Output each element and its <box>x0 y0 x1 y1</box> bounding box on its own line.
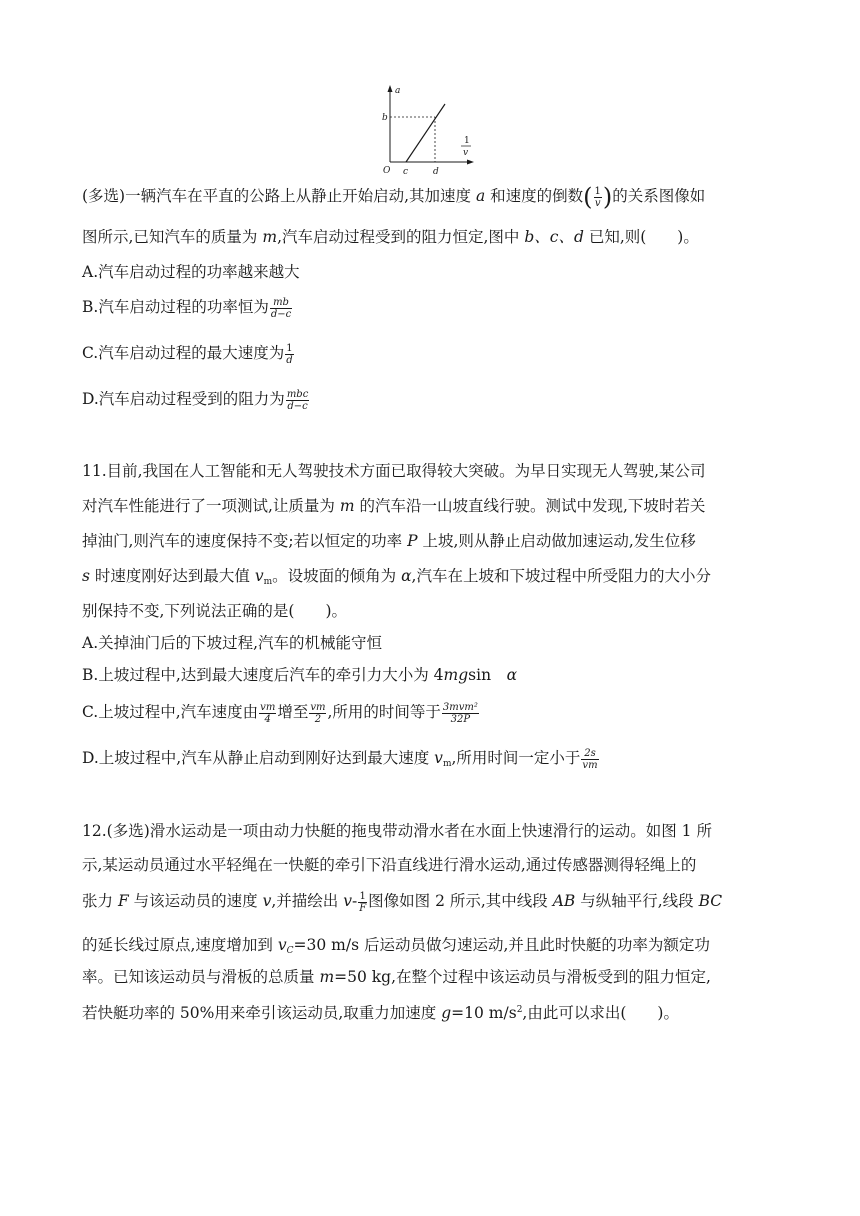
q12-line-5: 率。已知该运动员与滑板的总质量 m=50 kg,在整个过程中该运动员与滑板受到的阻力恒定, <box>82 968 711 986</box>
q11-option-a: A.关掉油门后的下坡过程,汽车的机械能守恒 <box>82 634 383 652</box>
q12-line-2: 示,某运动员通过水平轻绳在一快艇的牵引下沿直线进行滑水运动,通过传感器测得轻绳上的 <box>82 856 697 874</box>
q11-option-d: D.上坡过程中,汽车从静止启动到刚好达到最大速度 $v_m$,所用时间一定小于 $\frac{2s}{vm}$ <box>82 747 598 771</box>
a-vs-inverse-v-graph <box>378 82 488 178</box>
q10-line-1: (多选)一辆汽车在平直的公路上从静止开始启动,其加速度 a 和速度的倒数( $\frac{1}{v}$ )的关系图像如 <box>82 183 706 211</box>
q10-line-2: 图所示,已知汽车的质量为 m,汽车启动过程受到的阻力恒定,图中 b、c、d 已知,则( )。 <box>82 228 699 246</box>
x-axis-label-num: 1 <box>464 136 470 146</box>
x-axis-arrow-icon <box>467 160 474 165</box>
q11-line-1: 11.目前,我国在人工智能和无人驾驶技术方面已取得较大突破。为早日实现无人驾驶,某公司 <box>82 462 706 480</box>
q12-line-6: 若快艇功率的 50%用来牵引该运动员,取重力加速度 g=10 $m/s^2$,由此可以求出( )。 <box>82 1004 679 1022</box>
q10-option-d: D.汽车启动过程受到的阻力为 $\frac{\text{mbc}}{d-c}$ <box>82 388 309 412</box>
q11-line-5: 别保持不变,下列说法正确的是( )。 <box>82 602 348 620</box>
y-axis-label: a <box>395 86 401 96</box>
q10-option-c: C.汽车启动过程的最大速度为 $\frac{1}{d}$ <box>82 342 293 366</box>
q11-line-4: s 时速度刚好达到最大值 $v_m$。设坡面的倾角为 α,汽车在上坡和下坡过程中所受阻力的大小分 <box>82 567 711 587</box>
q11-line-2: 对汽车性能进行了一项测试,让质量为 m 的汽车沿一山坡直线行驶。测试中发现,下坡时若关 <box>82 497 706 515</box>
q11-option-c: C.上坡过程中,汽车速度由 $\frac{vm}{4}$ 增至 $\frac{vm}{2}$ ,所用的时间等于 $\frac{\text{3mvm²}}{32P}$ <box>82 701 478 725</box>
q12-line-4: 的延长线过原点,速度增加到 $v_C=30$ m/s 后运动员做匀速运动,并且此时快艇的功率为额定功 <box>82 936 710 956</box>
origin-label: O <box>383 166 391 176</box>
graph-line <box>406 104 445 162</box>
x-axis-label-den: v <box>463 148 469 158</box>
b-label: b <box>382 113 388 123</box>
q12-line-3: 张力 F 与该运动员的速度 v,并描绘出 v- $\frac{1}{F}$ 图像如图 2 所示,其中线段 AB 与纵轴平行,线段 BC <box>82 890 723 914</box>
q12-line-1: 12.(多选)滑水运动是一项由动力快艇的拖曳带动滑水者在水面上快速滑行的运动。如图 1 所 <box>82 822 712 840</box>
y-axis-arrow-icon <box>388 85 393 92</box>
inverse-v-fraction: $\frac{1}{v}$ <box>594 185 601 209</box>
q11-option-b: B.上坡过程中,达到最大速度后汽车的牵引力大小为 4mgsin α <box>82 666 518 684</box>
d-label: d <box>433 167 439 177</box>
q10-option-a: A.汽车启动过程的功率越来越大 <box>82 263 300 281</box>
q10-option-b: B.汽车启动过程的功率恒为 $\frac{mb}{d-c}$ <box>82 296 292 320</box>
q11-line-3: 掉油门,则汽车的速度保持不变;若以恒定的功率 P 上坡,则从静止启动做加速运动,发生位移 <box>82 532 696 550</box>
c-label: c <box>403 167 409 177</box>
